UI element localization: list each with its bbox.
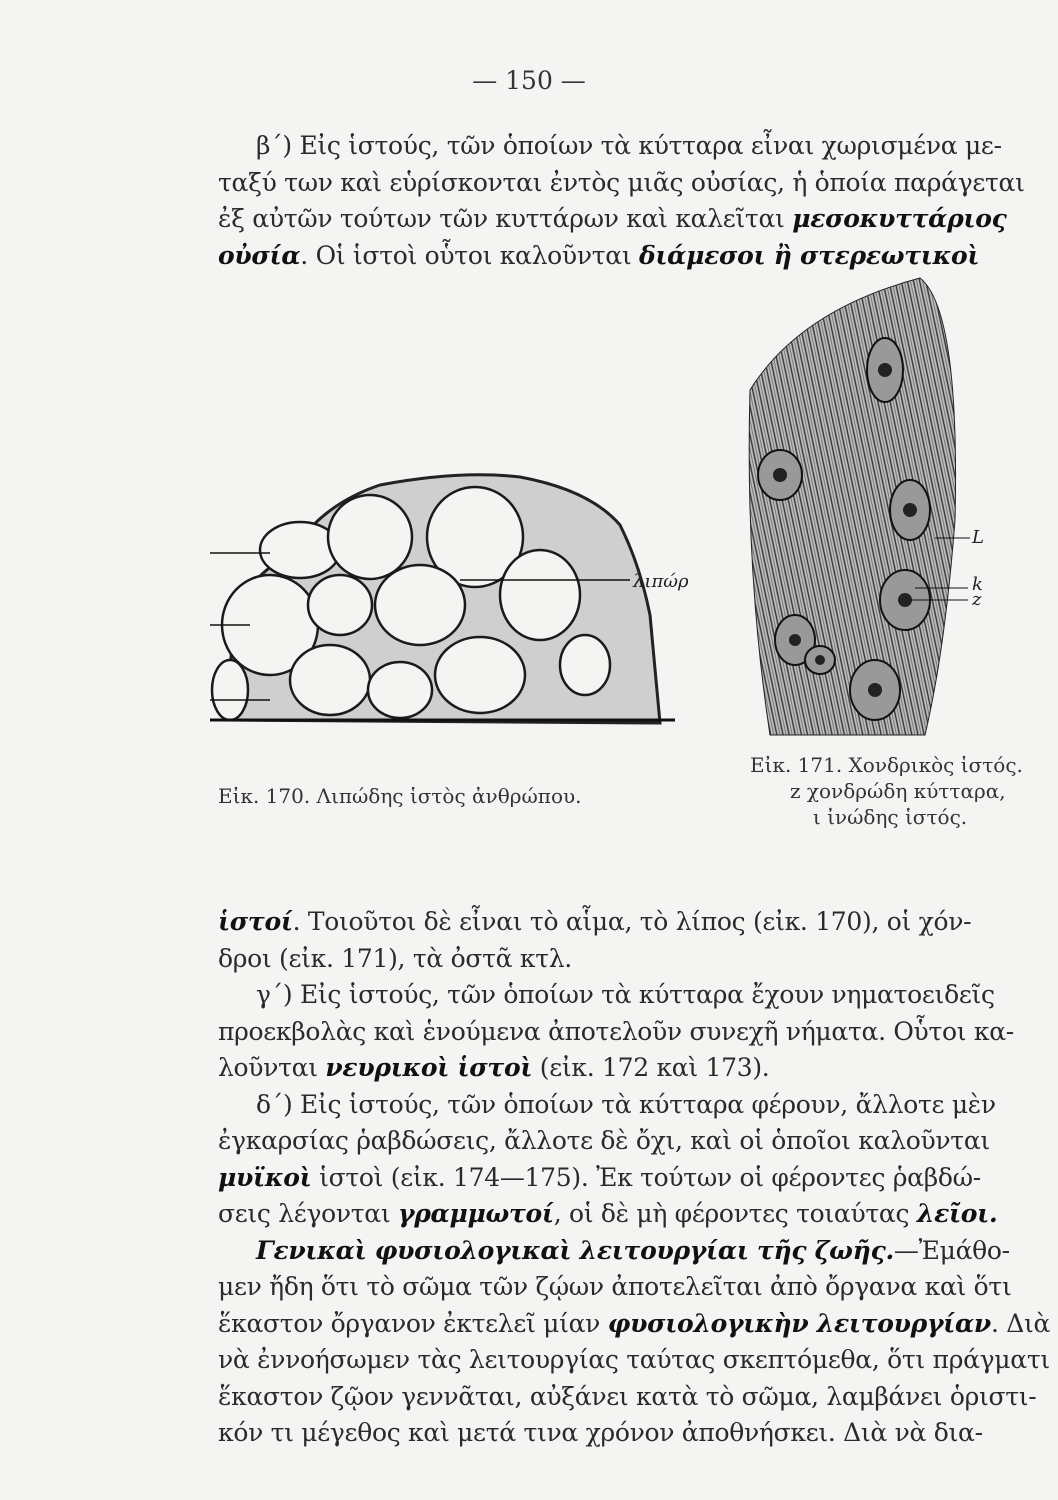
text-line: β΄) Εἰς ἱστούς, τῶν ὁποίων τὰ κύτταρα εἶναι χωρισμένα με- (256, 131, 1002, 160)
figure-label-k: k (972, 574, 983, 595)
text-line: γ΄) Εἰς ἱστούς, τῶν ὁποίων τὰ κύτταρα ἔχουν νηματοειδεῖς (256, 980, 995, 1009)
figure-170-adipose-tissue (210, 465, 689, 735)
figure-171-cartilage-tissue (720, 270, 990, 740)
text-span: ἱστοὶ (εἰκ. 174—175). Ἐκ τούτων οἱ φέροντες ῥαβδώ- (319, 1162, 981, 1192)
text-span: —Ἐμάθο- (893, 1235, 1010, 1265)
text-span: , οἱ δὲ μὴ φέροντες τοιαύτας (553, 1199, 910, 1228)
text-span: σεις λέγονται (218, 1199, 391, 1228)
bold-term: ἱστοί (218, 907, 293, 936)
text-span: (εἰκ. 172 καὶ 173). (539, 1053, 770, 1082)
text-span: λοῦνται (218, 1053, 318, 1082)
figure-170-caption: Εἰκ. 170. Λιπώδης ἱστὸς ἀνθρώπου. (218, 784, 582, 808)
figure-label: λιπώρ (633, 571, 689, 592)
figure-171-caption (750, 752, 1023, 830)
bold-term: οὐσία (218, 240, 301, 270)
page-number: — 150 — (472, 66, 586, 95)
text-line: δ΄) Εἰς ἱστούς, τῶν ὁποίων τὰ κύτταρα φέρουν, ἄλλοτε μὲν (256, 1089, 996, 1119)
text-line: μεν ἤδη ὅτι τὸ σῶμα τῶν ζῴων ἀποτελεῖται ἀπὸ ὄργανα καὶ ὅτι (218, 1272, 1012, 1301)
text-line: ἕκαστον ζῷον γεννᾶται, αὐξάνει κατὰ τὸ σῶμα, λαμβάνει ὁριστι- (218, 1381, 1037, 1411)
bold-term: νευρικοὶ ἱστοὶ (325, 1053, 533, 1082)
section-heading: Γενικαὶ φυσιολογικαὶ λειτουργίαι τῆς ζωῆς. (256, 1235, 894, 1265)
text-span: . Διὰ (990, 1308, 1051, 1338)
bold-term: μυϊκοὶ (218, 1162, 312, 1192)
caption-line: z χονδρώδη κύτταρα, (790, 779, 1006, 803)
bold-term: γραμμωτοί (398, 1199, 554, 1228)
text-line: δροι (εἰκ. 171), τὰ ὀστᾶ κτλ. (218, 943, 572, 973)
bold-term: λεῖοι. (916, 1199, 998, 1228)
text-line: ἐγκαρσίας ῥαβδώσεις, ἄλλοτε δὲ ὄχι, καὶ οἱ ὁποῖοι καλοῦνται (218, 1126, 990, 1155)
paragraph-beta (218, 128, 1025, 274)
text-span: . Οἱ ἱστοὶ οὗτοι καλοῦνται (300, 240, 632, 270)
caption-line: Εἰκ. 171. Χονδρικὸς ἱστός. (750, 753, 1023, 777)
bold-term: διάμεσοι ἢ στερεωτικοὶ (638, 240, 980, 270)
bold-term: μεσοκυττάριος (792, 204, 1007, 233)
figure-label-l: L (972, 527, 984, 548)
paragraph-continued (218, 904, 1051, 1452)
text-span: ἕκαστον ὄργανον ἐκτελεῖ μίαν (218, 1308, 601, 1338)
text-line: νὰ ἐννοήσωμεν τὰς λειτουργίας ταύτας σκεπτόμεθα, ὅτι πράγματι (218, 1345, 1050, 1374)
caption-line: ι ἰνώδης ἱστός. (812, 805, 968, 829)
text-line: ταξύ των καὶ εὑρίσκονται ἐντὸς μιᾶς οὐσίας, ἡ ὁποία παράγεται (218, 167, 1025, 197)
text-line: προεκβολὰς καὶ ἑνούμενα ἀποτελοῦν συνεχῆ νήματα. Οὗτοι κα- (218, 1016, 1014, 1046)
text-span: . Τοιοῦτοι δὲ εἶναι τὸ αἷμα, τὸ λίπος (εἰκ. 170), οἱ χόν- (292, 907, 972, 936)
text-line: ἐξ αὐτῶν τούτων τῶν κυττάρων καὶ καλεῖται (218, 204, 785, 233)
bold-term: φυσιολογικὴν λειτουργίαν (607, 1308, 991, 1338)
text-line: κόν τι μέγεθος καὶ μετά τινα χρόνον ἀποθνήσκει. Διὰ νὰ δια- (218, 1418, 983, 1447)
figure-label-z: z (972, 589, 982, 610)
